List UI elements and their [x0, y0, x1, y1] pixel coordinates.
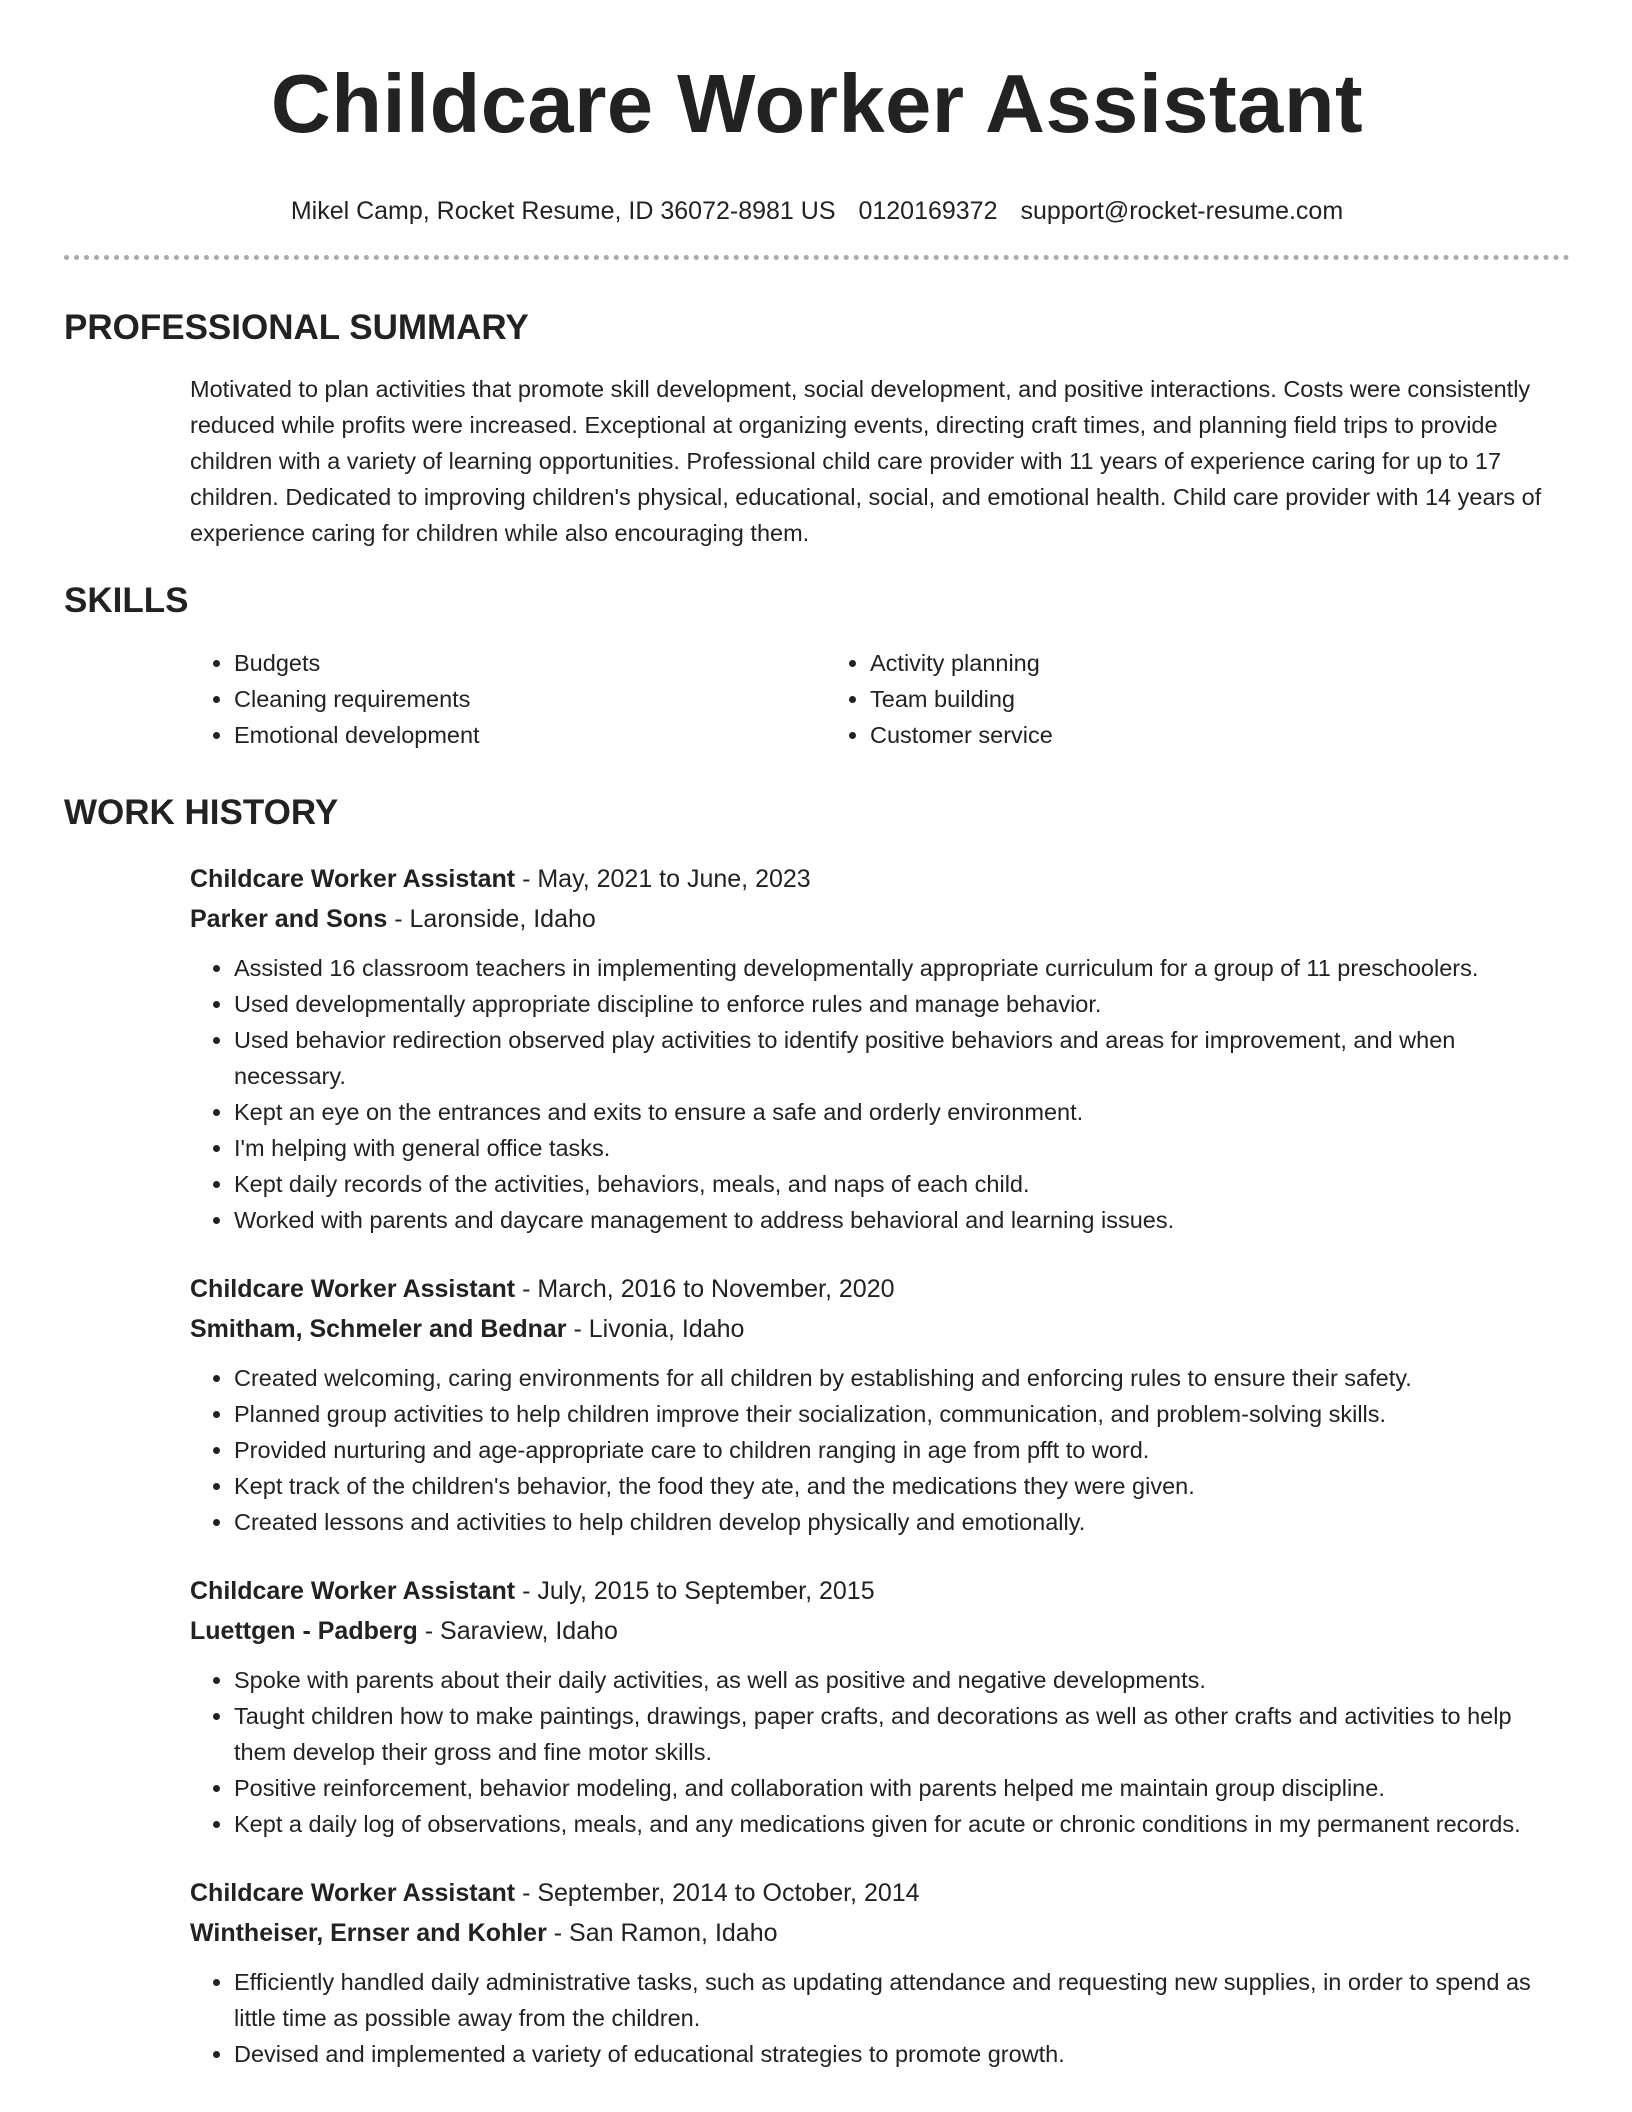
skill-item: • Emotional development	[234, 717, 826, 753]
job-title: Childcare Worker Assistant	[190, 1577, 516, 1605]
summary-paragraph: Motivated to plan activities that promote skill development, social development, and positive interactions. Costs were consistently reduced while profits were increased. Exceptional at organizing events, directing craft times, and planning field trips to provide children with a variety of learning opportunities. Professional child care provider with 11 years of experience caring for up to 17 children. Dedicated to improving children's physical, educational, social, and emotional health. Child care provider with 14 years of experience caring for children while also encouraging them.	[190, 376, 1542, 546]
job-bullets	[190, 1662, 1570, 1842]
job-bullet: • Devised and implemented a variety of educational strategies to promote growth.	[234, 2036, 1570, 2072]
skill-item: • Budgets	[234, 645, 826, 681]
job-entry	[190, 1873, 1570, 2072]
job-title-line	[190, 1269, 1570, 1309]
job-bullet: • I'm helping with general office tasks.	[234, 1130, 1570, 1166]
section-heading-summary: PROFESSIONAL SUMMARY	[64, 308, 529, 347]
job-bullets	[190, 1360, 1570, 1540]
job-bullets	[190, 950, 1570, 1238]
job-entry	[190, 1269, 1570, 1540]
job-title: Childcare Worker Assistant	[190, 1879, 516, 1907]
section-heading-skills: SKILLS	[64, 581, 189, 620]
job-title: Childcare Worker Assistant	[190, 865, 516, 893]
contact-address: Mikel Camp, Rocket Resume, ID 36072-8981 US	[290, 197, 836, 225]
job-bullet: • Created welcoming, caring environments for all children by establishing and enforcing rules to ensure their safety.	[234, 1360, 1570, 1396]
job-bullet: • Kept a daily log of observations, meals, and any medications given for acute or chronic conditions in my permanent records.	[234, 1806, 1570, 1842]
job-title-line	[190, 1571, 1570, 1611]
job-dates: - March, 2016 to November, 2020	[515, 1275, 895, 1303]
contact-line	[64, 194, 1570, 228]
job-dates: - May, 2021 to June, 2023	[515, 865, 811, 893]
job-dates: - September, 2014 to October, 2014	[515, 1879, 920, 1907]
job-company-line	[190, 1913, 1570, 1953]
resume-title: Childcare Worker Assistant	[270, 57, 1364, 150]
job-bullet: • Planned group activities to help children improve their socialization, communication, and problem-solving skills.	[234, 1396, 1570, 1432]
job-company: Luettgen - Padberg	[190, 1617, 418, 1645]
skill-item: • Activity planning	[870, 645, 1462, 681]
job-entry	[190, 859, 1570, 1238]
job-bullet: • Worked with parents and daycare management to address behavioral and learning issues.	[234, 1202, 1570, 1238]
skill-item: • Team building	[870, 681, 1462, 717]
skills-list	[190, 645, 1570, 753]
job-title: Childcare Worker Assistant	[190, 1275, 516, 1303]
contact-email: support@rocket-resume.com	[1020, 197, 1344, 225]
job-bullet: • Spoke with parents about their daily activities, as well as positive and negative developments.	[234, 1662, 1570, 1698]
job-location: - Livonia, Idaho	[566, 1315, 745, 1343]
job-bullet: • Created lessons and activities to help children develop physically and emotionally.	[234, 1504, 1570, 1540]
job-bullet: • Provided nurturing and age-appropriate care to children ranging in age from pfft to word.	[234, 1432, 1570, 1468]
job-company-line	[190, 1611, 1570, 1651]
job-bullet: • Positive reinforcement, behavior modeling, and collaboration with parents helped me maintain group discipline.	[234, 1770, 1570, 1806]
job-entry	[190, 1571, 1570, 1842]
job-bullet: • Assisted 16 classroom teachers in implementing developmentally appropriate curriculum for a group of 11 preschoolers.	[234, 950, 1570, 986]
job-title-line	[190, 859, 1570, 899]
job-company: Smitham, Schmeler and Bednar	[190, 1315, 567, 1343]
job-bullet: • Kept an eye on the entrances and exits to ensure a safe and orderly environment.	[234, 1094, 1570, 1130]
job-title-line	[190, 1873, 1570, 1913]
header-divider	[64, 255, 1570, 260]
job-location: - Laronside, Idaho	[387, 905, 596, 933]
contact-phone: 0120169372	[858, 197, 998, 225]
job-bullet: • Used developmentally appropriate discipline to enforce rules and manage behavior.	[234, 986, 1570, 1022]
job-bullet: • Kept track of the children's behavior, the food they ate, and the medications they were given.	[234, 1468, 1570, 1504]
job-bullets	[190, 1964, 1570, 2072]
job-location: - San Ramon, Idaho	[546, 1919, 778, 1947]
job-location: - Saraview, Idaho	[417, 1617, 618, 1645]
job-bullet: • Taught children how to make paintings, drawings, paper crafts, and decorations as well as other crafts and activities to help them develop their gross and fine motor skills.	[234, 1698, 1570, 1770]
job-company: Parker and Sons	[190, 905, 388, 933]
skills-column-right	[826, 645, 1462, 753]
skill-item: • Cleaning requirements	[234, 681, 826, 717]
skills-column-left	[190, 645, 826, 753]
job-dates: - July, 2015 to September, 2015	[515, 1577, 875, 1605]
resume-page	[64, 0, 1570, 2072]
job-company-line	[190, 1309, 1570, 1349]
job-bullet: • Kept daily records of the activities, behaviors, meals, and naps of each child.	[234, 1166, 1570, 1202]
section-heading-work: WORK HISTORY	[64, 793, 339, 832]
job-company: Wintheiser, Ernser and Kohler	[190, 1919, 547, 1947]
job-bullet: • Used behavior redirection observed play activities to identify positive behaviors and areas for improvement, and when necessary.	[234, 1022, 1570, 1094]
job-company-line	[190, 899, 1570, 939]
job-bullet: • Efficiently handled daily administrative tasks, such as updating attendance and requesting new supplies, in order to spend as little time as possible away from the children.	[234, 1964, 1570, 2036]
skill-item: • Customer service	[870, 717, 1462, 753]
